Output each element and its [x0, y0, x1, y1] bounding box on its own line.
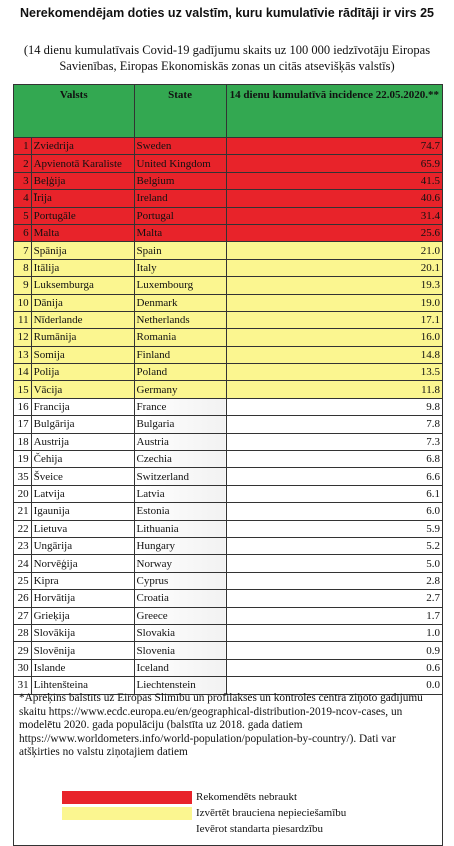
row-number: 17 [14, 416, 32, 433]
row-incidence: 1.0 [226, 624, 442, 641]
row-state: Ireland [134, 190, 226, 207]
row-number: 29 [14, 642, 32, 659]
row-incidence: 1.7 [226, 607, 442, 624]
row-state: Portugal [134, 207, 226, 224]
row-state: Netherlands [134, 311, 226, 328]
table-row [14, 624, 443, 641]
table-row [14, 451, 443, 468]
row-number: 10 [14, 294, 32, 311]
row-state: Malta [134, 224, 226, 241]
table-row [14, 155, 443, 172]
row-incidence: 31.4 [226, 207, 442, 224]
row-incidence: 5.9 [226, 520, 442, 537]
row-country: Īrija [31, 190, 134, 207]
row-state: Croatia [134, 590, 226, 607]
row-incidence: 0.6 [226, 659, 442, 676]
row-country: Vācija [31, 381, 134, 398]
row-state: Italy [134, 259, 226, 276]
row-country: Zviedrija [31, 138, 134, 155]
table-row [14, 224, 443, 241]
row-incidence: 19.0 [226, 294, 442, 311]
table-row [14, 642, 443, 659]
row-state: Lithuania [134, 520, 226, 537]
row-state: Luxembourg [134, 277, 226, 294]
row-incidence: 0.9 [226, 642, 442, 659]
row-country: Igaunija [31, 503, 134, 520]
row-incidence: 5.0 [226, 555, 442, 572]
row-country: Apvienotā Karaliste [31, 155, 134, 172]
row-state: Czechia [134, 451, 226, 468]
row-state: Poland [134, 364, 226, 381]
row-number: 11 [14, 311, 32, 328]
table-header-row [14, 85, 443, 138]
legend-item-yellow [62, 807, 442, 823]
row-number: 28 [14, 624, 32, 641]
row-incidence: 14.8 [226, 346, 442, 363]
row-country: Ungārija [31, 537, 134, 554]
row-number: 26 [14, 590, 32, 607]
row-incidence: 2.8 [226, 572, 442, 589]
table-row [14, 138, 443, 155]
row-incidence: 11.8 [226, 381, 442, 398]
table-row [14, 277, 443, 294]
table-row [14, 572, 443, 589]
table-row [14, 433, 443, 450]
table-row [14, 537, 443, 554]
row-incidence: 6.8 [226, 451, 442, 468]
row-country: Luksemburga [31, 277, 134, 294]
row-state: Norway [134, 555, 226, 572]
row-state: Estonia [134, 503, 226, 520]
row-country: Čehija [31, 451, 134, 468]
row-number: 2 [14, 155, 32, 172]
table-row [14, 485, 443, 502]
row-country: Beļģija [31, 172, 134, 189]
row-state: Slovakia [134, 624, 226, 641]
table-row [14, 207, 443, 224]
row-country: Spānija [31, 242, 134, 259]
row-country: Malta [31, 224, 134, 241]
row-incidence: 40.6 [226, 190, 442, 207]
row-number: 19 [14, 451, 32, 468]
row-state: Switzerland [134, 468, 226, 485]
table-row [14, 398, 443, 415]
table-row [14, 172, 443, 189]
row-country: Rumānija [31, 329, 134, 346]
row-number: 4 [14, 190, 32, 207]
row-number: 7 [14, 242, 32, 259]
row-country: Nīderlande [31, 311, 134, 328]
header-incidence: 14 dienu kumulatīvā incidence 22.05.2020.** [226, 85, 442, 138]
table-row [14, 659, 443, 676]
row-country: Polija [31, 364, 134, 381]
row-incidence: 6.1 [226, 485, 442, 502]
row-state: Spain [134, 242, 226, 259]
row-state: Finland [134, 346, 226, 363]
row-number: 12 [14, 329, 32, 346]
row-incidence: 2.7 [226, 590, 442, 607]
row-state: Latvia [134, 485, 226, 502]
row-country: Portugāle [31, 207, 134, 224]
row-incidence: 7.8 [226, 416, 442, 433]
row-incidence: 21.0 [226, 242, 442, 259]
row-state: Iceland [134, 659, 226, 676]
legend-swatch-red [62, 791, 192, 804]
row-country: Somija [31, 346, 134, 363]
row-country: Slovēnija [31, 642, 134, 659]
row-incidence: 7.3 [226, 433, 442, 450]
row-country: Slovākija [31, 624, 134, 641]
page-title: Nerekomendējam doties uz valstīm, kuru kumulatīvie rādītāji ir virs 25 [19, 6, 435, 20]
row-number: 16 [14, 398, 32, 415]
row-number: 13 [14, 346, 32, 363]
row-state: Liechtenstein [134, 677, 226, 694]
row-number: 23 [14, 537, 32, 554]
row-number: 6 [14, 224, 32, 241]
row-state: Hungary [134, 537, 226, 554]
table-row [14, 259, 443, 276]
row-number: 3 [14, 172, 32, 189]
row-incidence: 20.1 [226, 259, 442, 276]
row-number: 18 [14, 433, 32, 450]
row-number: 35 [14, 468, 32, 485]
table-row [14, 294, 443, 311]
row-country: Šveice [31, 468, 134, 485]
row-incidence: 17.1 [226, 311, 442, 328]
table-row [14, 607, 443, 624]
table-row [14, 242, 443, 259]
legend-swatch-white [62, 823, 192, 836]
table-row [14, 346, 443, 363]
row-incidence: 0.0 [226, 677, 442, 694]
row-country: Norvēģija [31, 555, 134, 572]
row-incidence: 13.5 [226, 364, 442, 381]
row-number: 22 [14, 520, 32, 537]
row-country: Horvātija [31, 590, 134, 607]
row-country: Latvija [31, 485, 134, 502]
table-row [14, 311, 443, 328]
footnote-text: *Aprēķins balstīts uz Eiropas Slimību un profilakses un kontroles centra ziņoto gadījumu skaitu https://www.ecdc.europa.eu/en/geographical-distribution-2019-ncov-cases, un modelētu 2020. gada populāciju (balstīta uz 2018. gada datiem https://www.worldometers.info/world-population/population-by-country/). Dati var atšķirties no valstu ziņotajiem datiem [19, 692, 423, 758]
row-incidence: 6.0 [226, 503, 442, 520]
table-row [14, 381, 443, 398]
table-row [14, 520, 443, 537]
footnote-box [13, 688, 443, 846]
table-row [14, 590, 443, 607]
row-state: Romania [134, 329, 226, 346]
row-state: Belgium [134, 172, 226, 189]
row-country: Lihtenšteina [31, 677, 134, 694]
table-row [14, 468, 443, 485]
row-incidence: 41.5 [226, 172, 442, 189]
header-state: State [134, 85, 226, 138]
row-state: United Kingdom [134, 155, 226, 172]
row-country: Kipra [31, 572, 134, 589]
row-state: Greece [134, 607, 226, 624]
row-country: Islande [31, 659, 134, 676]
legend-label-red: Rekomendēts nebraukt [196, 791, 298, 803]
row-number: 27 [14, 607, 32, 624]
row-number: 31 [14, 677, 32, 694]
row-incidence: 16.0 [226, 329, 442, 346]
legend-item-red [62, 791, 442, 807]
row-number: 5 [14, 207, 32, 224]
row-state: Germany [134, 381, 226, 398]
row-incidence: 5.2 [226, 537, 442, 554]
row-number: 8 [14, 259, 32, 276]
row-state: Sweden [134, 138, 226, 155]
page-subtitle: (14 dienu kumulatīvais Covid-19 gadījumu skaits uz 100 000 iedzīvotāju Eiropas Savienības, Eiropas Ekonomiskās zonas un citās atsevišķās valstīs) [23, 43, 431, 73]
row-number: 1 [14, 138, 32, 155]
table-body [14, 138, 443, 695]
row-state: Austria [134, 433, 226, 450]
legend-item-white [62, 823, 442, 839]
row-state: France [134, 398, 226, 415]
table-row [14, 329, 443, 346]
incidence-table [13, 84, 443, 695]
row-country: Grieķija [31, 607, 134, 624]
legend-swatch-yellow [62, 807, 192, 820]
row-incidence: 74.7 [226, 138, 442, 155]
row-number: 14 [14, 364, 32, 381]
row-number: 30 [14, 659, 32, 676]
row-incidence: 19.3 [226, 277, 442, 294]
row-country: Itālija [31, 259, 134, 276]
legend-label-yellow: Izvērtēt brauciena nepieciešamību [196, 807, 347, 819]
row-number: 15 [14, 381, 32, 398]
row-incidence: 9.8 [226, 398, 442, 415]
row-country: Bulgārija [31, 416, 134, 433]
row-state: Slovenia [134, 642, 226, 659]
row-incidence: 65.9 [226, 155, 442, 172]
row-state: Bulgaria [134, 416, 226, 433]
table-row [14, 364, 443, 381]
row-country: Francija [31, 398, 134, 415]
row-state: Denmark [134, 294, 226, 311]
table-row [14, 416, 443, 433]
legend-label-white: Ievērot standarta piesardzību [196, 823, 324, 835]
row-country: Austrija [31, 433, 134, 450]
row-number: 20 [14, 485, 32, 502]
row-number: 9 [14, 277, 32, 294]
row-number: 25 [14, 572, 32, 589]
table-row [14, 555, 443, 572]
row-country: Lietuva [31, 520, 134, 537]
header-country: Valsts [14, 85, 135, 138]
row-country: Dānija [31, 294, 134, 311]
row-incidence: 6.6 [226, 468, 442, 485]
table-row [14, 503, 443, 520]
row-incidence: 25.6 [226, 224, 442, 241]
row-number: 24 [14, 555, 32, 572]
table-row [14, 190, 443, 207]
row-state: Cyprus [134, 572, 226, 589]
row-number: 21 [14, 503, 32, 520]
